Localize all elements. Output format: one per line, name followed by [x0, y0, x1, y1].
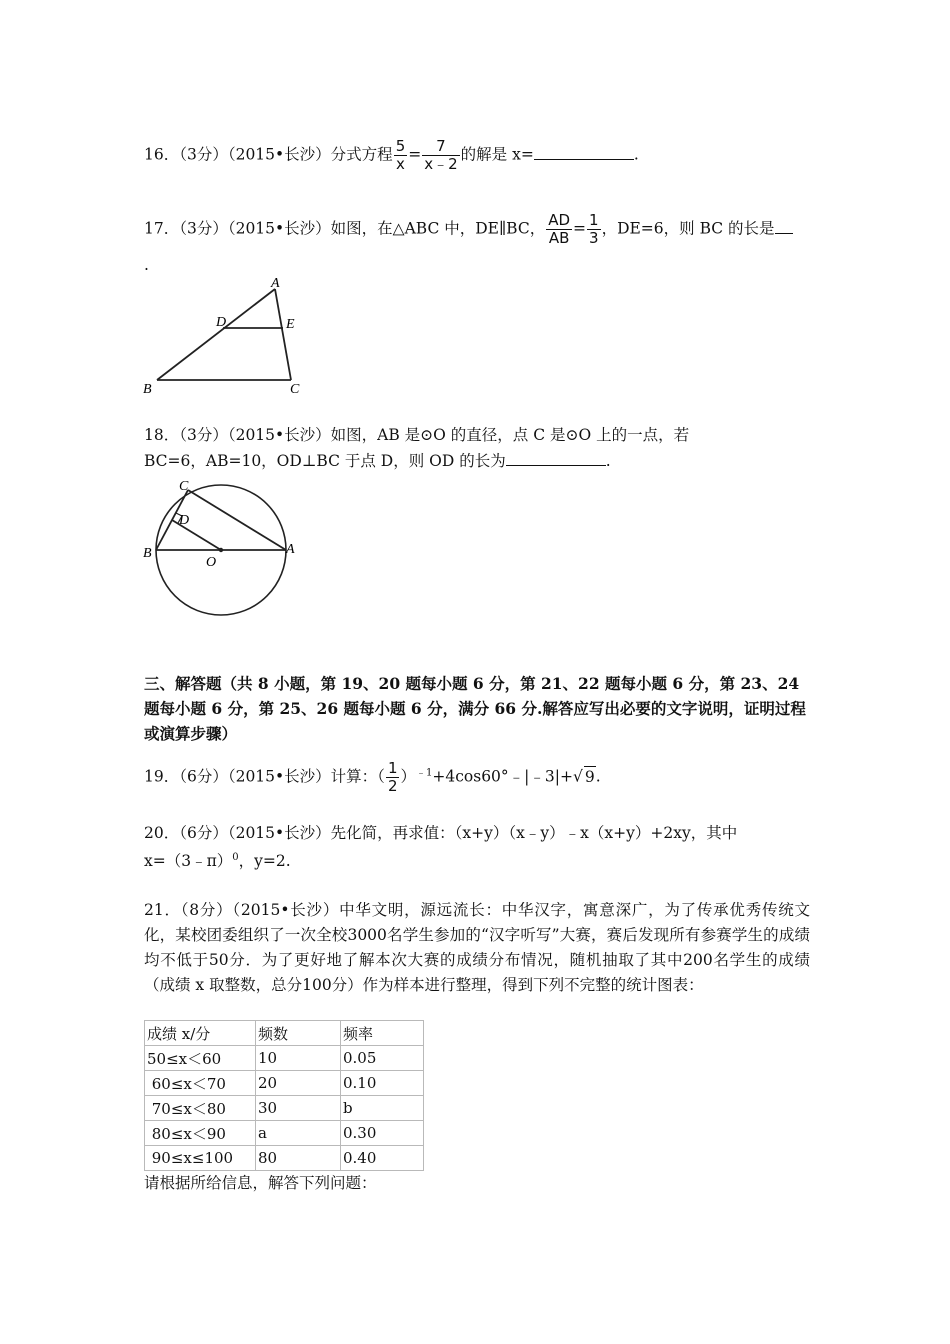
- table-header-rate: 频率: [341, 1021, 424, 1046]
- question-21-text: 21．（8分）（2015•长沙）中华文明，源远流长：中华汉字，寓意深广，为了传承优秀传统文化，某校团委组织了一次全校3000名学生参加的“汉字听写”大赛，赛后发现所有参赛学生的成绩均不低于50分．为了更好地了解本次大赛的成绩分布情况，随机抽取了其中200名学生的成绩（成绩 x 取整数，总分100分）作为样本进行整理，得到下列不完整的统计图表：: [144, 901, 810, 994]
- question-18-line1: [144, 425, 689, 445]
- question-20-line2: [144, 848, 291, 871]
- chord-ca: [188, 490, 286, 550]
- table-cell: a: [256, 1121, 341, 1146]
- question-17: [144, 212, 793, 247]
- q16-lhs-fraction: [394, 138, 408, 173]
- q20-exponent: 0: [232, 852, 239, 863]
- table-row: [145, 1121, 424, 1146]
- q17-suffix: ，DE=6，则 BC 的长是: [601, 219, 775, 238]
- q21-after-text: 请根据所给信息，解答下列问题：: [144, 1174, 377, 1192]
- table-cell: 10: [256, 1046, 341, 1071]
- q16-rhs-numerator: 7: [422, 138, 459, 156]
- label-a: A: [286, 542, 295, 557]
- q19-close-paren: ）: [400, 767, 416, 786]
- table-cell: 20: [256, 1071, 341, 1096]
- table-cell: 30: [256, 1096, 341, 1121]
- segment-ab: [157, 289, 275, 380]
- figure-18-circle: [138, 476, 308, 621]
- table-cell: b: [341, 1096, 424, 1121]
- label-o: O: [206, 555, 217, 570]
- table-header-row: [145, 1021, 424, 1046]
- q17-answer-blank[interactable]: [775, 219, 793, 234]
- q17-prefix: 17．（3分）（2015•长沙）如图，在△ABC 中，DE∥BC，: [144, 219, 546, 238]
- q19-radicand: 9: [584, 767, 595, 786]
- q16-equals: =: [408, 145, 422, 164]
- q17-equals: =: [573, 219, 587, 238]
- q20-line1: 20．（6分）（2015•长沙）先化简，再求值：（x+y）（x﹣y）﹣x（x+y）+2xy，其中: [144, 824, 738, 842]
- table-header-frequency: 频数: [256, 1021, 341, 1046]
- label-a: A: [271, 276, 280, 291]
- q19-end: .: [595, 767, 601, 786]
- q17-end: .: [144, 256, 149, 274]
- table-cell: 0.40: [341, 1146, 424, 1171]
- question-16: [144, 138, 639, 173]
- q19-prefix: 19．（6分）（2015•长沙）计算：（: [144, 767, 385, 786]
- label-d: D: [216, 315, 227, 330]
- table-cell: 80: [256, 1146, 341, 1171]
- table-row: [145, 1046, 424, 1071]
- q20-line2b: ，y=2.: [238, 852, 291, 871]
- q19-numerator: 1: [387, 759, 398, 777]
- table-cell: 70≤x＜80: [145, 1096, 256, 1121]
- label-b: B: [143, 382, 152, 397]
- question-20-line1: [144, 823, 737, 843]
- q16-suffix: 的解是 x=: [460, 145, 534, 164]
- q19-denominator: 2: [387, 777, 398, 795]
- label-d: D: [179, 513, 190, 528]
- q18-line1: 18．（3分）（2015•长沙）如图，AB 是⊙O 的直径，点 C 是⊙O 上的一点，若: [144, 426, 690, 444]
- q20-line2a: x=（3﹣π）: [144, 852, 233, 871]
- figure-17-triangle: [140, 275, 310, 400]
- q16-rhs-denominator: x﹣2: [424, 155, 458, 173]
- table-row: [145, 1071, 424, 1096]
- q17-ratio-fraction: [546, 212, 572, 247]
- table-cell: 0.30: [341, 1121, 424, 1146]
- section-3-heading: 三、解答题（共 8 小题，第 19、20 题每小题 6 分，第 21、22 题每小题 6 分，第 23、24 题每小题 6 分，第 25、26 题每小题 6 分，满分 66 分.解答应写出必要的文字说明，证明过程或演算步骤）: [144, 674, 806, 743]
- q19-exponent: ﹣1: [416, 767, 433, 779]
- score-frequency-table: [144, 1020, 424, 1171]
- table-row: [145, 1096, 424, 1121]
- table-cell: 50≤x＜60: [145, 1046, 256, 1071]
- q18-end: .: [605, 452, 611, 470]
- q17-value-numerator: 1: [589, 211, 599, 229]
- q16-lhs-numerator: 5: [395, 137, 406, 155]
- sqrt-sign: √: [572, 767, 583, 786]
- label-e: E: [286, 317, 295, 332]
- table-cell: 80≤x＜90: [145, 1121, 256, 1146]
- q16-rhs-fraction: [422, 138, 459, 173]
- label-c: C: [290, 382, 300, 397]
- q16-answer-blank[interactable]: [534, 145, 634, 160]
- table-cell: 0.05: [341, 1046, 424, 1071]
- q16-lhs-denominator: x: [396, 155, 405, 173]
- q18-line2: BC=6，AB=10，OD⊥BC 于点 D，则 OD 的长为: [144, 452, 506, 470]
- table-cell: 0.10: [341, 1071, 424, 1096]
- question-18-line2: [144, 451, 611, 471]
- q16-end: .: [633, 145, 639, 164]
- table-row: [145, 1146, 424, 1171]
- center-point-o: [219, 548, 223, 552]
- table-header-score: 成绩 x/分: [145, 1021, 256, 1046]
- q19-fraction: [386, 760, 400, 795]
- q16-prefix: 16．（3分）（2015•长沙）分式方程: [144, 145, 393, 164]
- q17-ratio-numerator: AD: [548, 211, 571, 229]
- q17-end-line: [144, 255, 149, 275]
- q18-answer-blank[interactable]: [506, 451, 606, 466]
- question-19: [144, 760, 601, 795]
- q17-ratio-denominator: AB: [548, 229, 570, 247]
- q17-value-fraction: [587, 212, 601, 247]
- question-21-after: [144, 1173, 377, 1193]
- table-cell: 60≤x＜70: [145, 1071, 256, 1096]
- label-b: B: [143, 546, 152, 561]
- label-c: C: [179, 479, 189, 494]
- q17-value-denominator: 3: [589, 229, 599, 247]
- table-cell: 90≤x≤100: [145, 1146, 256, 1171]
- segment-ac: [275, 289, 291, 380]
- q19-middle: +4cos60°﹣|﹣3|+: [432, 767, 573, 786]
